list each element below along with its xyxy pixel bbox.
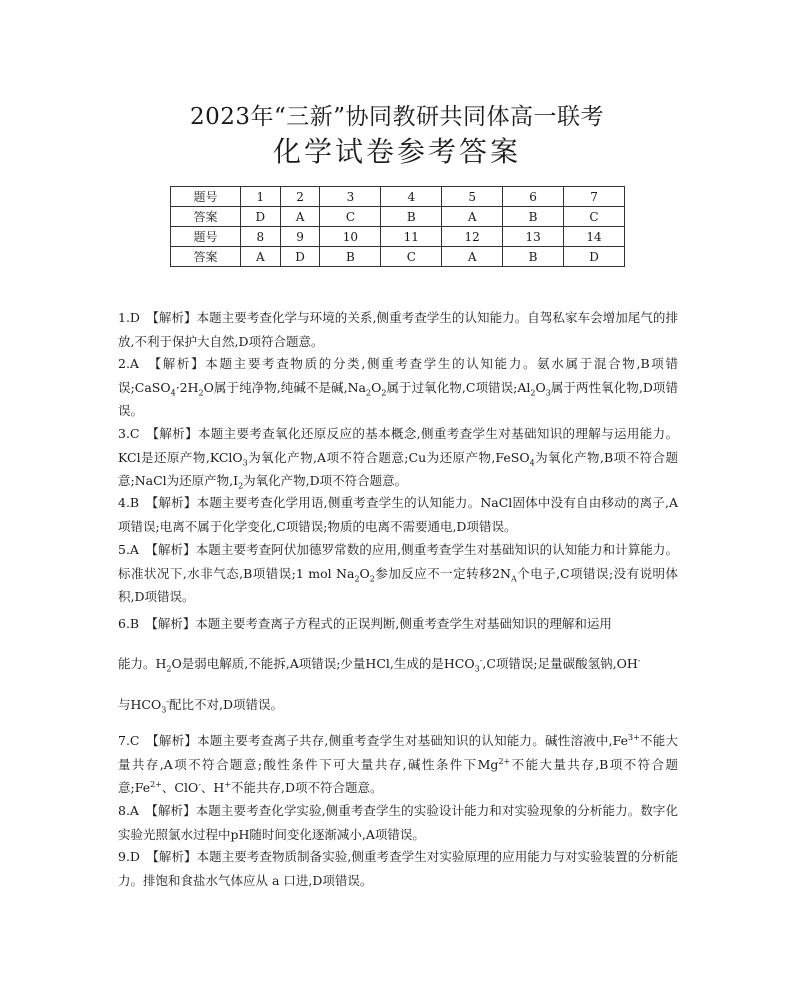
table-cell: 2 bbox=[280, 187, 320, 207]
table-cell: A bbox=[241, 247, 281, 267]
table-cell: 题号 bbox=[171, 227, 241, 247]
table-cell: 答案 bbox=[171, 247, 241, 267]
explanation-text: 1.D 【解析】本题主要考查化学与环境的关系,侧重考查学生的认知能力。自驾私家车会增加尾气的排放,不利于保护大自然,D项符合题意。 bbox=[118, 310, 678, 349]
explanation-text: 8.A 【解析】本题主要考查化学实验,侧重考查学生的实验设计能力和对实验现象的分析能力。数字化实验光照氯水过程中pH随时间变化逐渐减小,A项错误。 bbox=[118, 803, 678, 842]
table-row bbox=[171, 207, 625, 227]
explanation-text: 9.D 【解析】本题主要考查物质制备实验,侧重考查学生对实验原理的应用能力与对实验装置的分析能力。排饱和食盐水气体应从 a 口进,D项错误。 bbox=[118, 849, 678, 888]
table-cell: C bbox=[381, 247, 442, 267]
table-cell: A bbox=[442, 247, 503, 267]
table-cell: 题号 bbox=[171, 187, 241, 207]
answer-explanation-5 bbox=[118, 538, 678, 609]
answer-explanation-8 bbox=[118, 799, 678, 846]
table-row bbox=[171, 227, 625, 247]
answer-explanation-4 bbox=[118, 491, 678, 538]
table-cell: B bbox=[503, 207, 564, 227]
table-cell: 12 bbox=[442, 227, 503, 247]
explanation-text: 7.C 【解析】本题主要考查离子共存,侧重考查学生对基础知识的认知能力。碱性溶液中$,Fe^{3+}$不能大量共存,A项不符合题意;酸性条件下可大量共存,碱性条件下$Mg^{2+}$不能大量共存,B项不符合题意$;Fe^{2+}$、ClO-、H+不能共存,D项不符合题意。 bbox=[118, 732, 678, 795]
answer-explanation-6-line2 bbox=[118, 652, 678, 676]
explanation-text: 2.A 【解析】本题主要考查物质的分类,侧重考查学生的认知能力。氨水属于混合物,B项错误$;CaSO_4\cdot 2H_2O$属于纯净物,纯碱不是碱$,Na_2O_2$属于过氧化物,C项错误$;Al_2O_3$属于两性氧化物,D项错误。 bbox=[118, 356, 678, 418]
explanation-text: 与$HCO_3^-$配比不对,D项错误。 bbox=[118, 696, 284, 715]
table-cell: B bbox=[381, 207, 442, 227]
table-cell: 5 bbox=[442, 187, 503, 207]
answer-explanation-3 bbox=[118, 422, 678, 493]
explanation-text: 6.B 【解析】本题主要考查离子方程式的正误判断,侧重考查学生对基础知识的理解和运用 bbox=[118, 616, 612, 631]
answer-key-title: 化学试卷参考答案 bbox=[272, 135, 521, 168]
table-cell: A bbox=[442, 207, 503, 227]
explanation-text: 3.C 【解析】本题主要考查氧化还原反应的基本概念,侧重考查学生对基础知识的理解与运用能力。KCl是还原产物,KClO$_3$为氧化产物,A项不符合题意;Cu为还原产物,FeSO$_4$为氧化产物,B项不符合题意;NaCl为还原产物$,I_2$为氧化产物,D项不符合题意。 bbox=[118, 426, 678, 491]
table-cell: D bbox=[564, 247, 625, 267]
table-cell: 6 bbox=[503, 187, 564, 207]
table-cell: 1 bbox=[241, 187, 281, 207]
explanation-text: 能力。$H_2O$是弱电解质,不能拆,A项错误;少量HCl,生成的是$HCO_3^-,C$项错误;足量碳酸氢钠,OH- bbox=[118, 655, 641, 674]
table-cell: A bbox=[280, 207, 320, 227]
table-cell: C bbox=[320, 207, 381, 227]
explanation-text: 4.B 【解析】本题主要考查化学用语,侧重考查学生的认知能力。NaCl固体中没有自由移动的离子,A项错误;电离不属于化学变化,C项错误;物质的电离不需要通电,D项错误。 bbox=[118, 495, 678, 534]
table-row bbox=[171, 247, 625, 267]
table-cell: 13 bbox=[503, 227, 564, 247]
table-cell: D bbox=[280, 247, 320, 267]
table-cell: 7 bbox=[564, 187, 625, 207]
table-cell: B bbox=[320, 247, 381, 267]
answer-explanation-7 bbox=[118, 729, 678, 800]
table-cell: 10 bbox=[320, 227, 381, 247]
table-row bbox=[171, 187, 625, 207]
answer-explanation-1 bbox=[118, 306, 678, 353]
exam-title: 2023年“三新”协同教研共同体高一联考 bbox=[189, 104, 605, 130]
table-cell: 答案 bbox=[171, 207, 241, 227]
table-cell: C bbox=[564, 207, 625, 227]
answer-table bbox=[170, 186, 625, 267]
answer-explanation-9 bbox=[118, 845, 678, 892]
table-cell: B bbox=[503, 247, 564, 267]
table-cell: 9 bbox=[280, 227, 320, 247]
answer-explanation-6-line1 bbox=[118, 612, 678, 636]
table-cell: 3 bbox=[320, 187, 381, 207]
explanation-text: 5.A 【解析】本题主要考查阿伏加德罗常数的应用,侧重考查学生对基础知识的认知能力和计算能力。标准状况下,水非气态,B项错误;1 mol $Na_2O_2$参加反应不一定转移$2N_A$个电子,C项错误;没有说明体积,D项错误。 bbox=[118, 542, 679, 604]
table-cell: 11 bbox=[381, 227, 442, 247]
table-cell: 4 bbox=[381, 187, 442, 207]
table-cell: 8 bbox=[241, 227, 281, 247]
table-cell: D bbox=[241, 207, 281, 227]
answer-explanation-6-line3 bbox=[118, 693, 678, 717]
table-cell: 14 bbox=[564, 227, 625, 247]
answer-explanation-2 bbox=[118, 352, 678, 423]
